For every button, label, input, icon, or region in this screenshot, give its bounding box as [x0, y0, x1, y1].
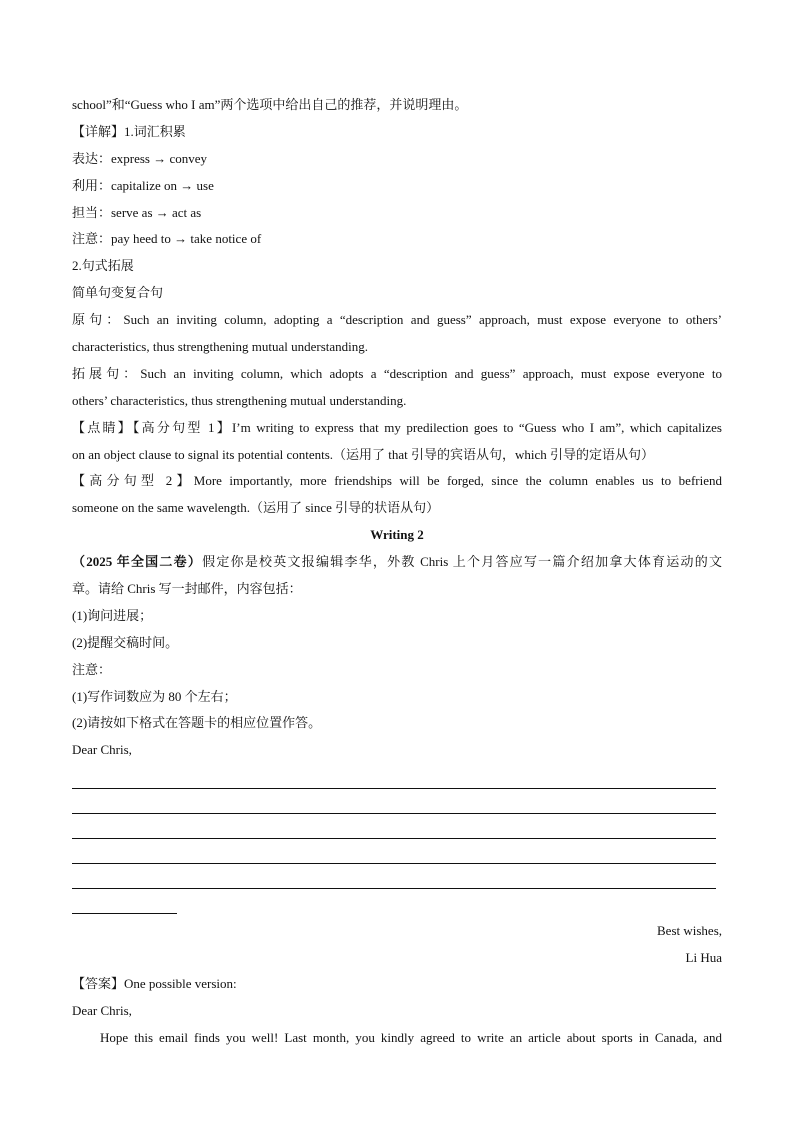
text-line: 担当：serve as → act as: [72, 204, 202, 220]
answer-label: 【答案】One possible version:: [72, 976, 237, 992]
answer-blank-short-line: [72, 889, 177, 914]
text-line: 利用：capitalize on → use: [72, 177, 214, 193]
answer-blank-line: [72, 764, 716, 789]
text-line: 注意：pay heed to → take notice of: [72, 231, 262, 247]
source-label: （2025 年全国二卷）: [72, 554, 203, 570]
note-item: (2)请按如下格式在答题卡的相应位置作答。: [72, 715, 322, 731]
answer-greeting: Dear Chris,: [72, 1003, 132, 1019]
section-title: Writing 2: [370, 527, 424, 543]
text-line: 简单句变复合句: [72, 285, 164, 301]
text-line: 原句：Such an inviting column, adopting a “description and guess” approach, must expose everyone to others’: [72, 312, 722, 328]
document-page: [72, 92, 722, 1052]
text-line: 拓展句：Such an inviting column, which adopts a “description and guess” approach, must expose everyone to: [72, 365, 722, 381]
answer-blank-line: [72, 789, 716, 814]
text-line: characteristics, thus strengthening mutual understanding.: [72, 339, 369, 355]
letter-greeting: Dear Chris,: [72, 742, 132, 758]
answer-blank-line: [72, 839, 716, 864]
text-line: 【点睛】【高分句型 1】I’m writing to express that my predilection goes to “Guess who I am”, which capitalizes: [72, 419, 722, 435]
text-line: 【高分句型 2】More importantly, more friendships will be forged, since the column enables us to befriend: [72, 473, 722, 489]
note-item: (1)写作词数应为 80 个左右；: [72, 688, 237, 704]
prompt-item: (1)询问进展；: [72, 607, 153, 623]
answer-blank-line: [72, 864, 716, 889]
text-line: someone on the same wavelength.（运用了 since 引导的状语从句）: [72, 500, 440, 516]
letter-closing: Best wishes,: [657, 922, 722, 938]
prompt-item: (2)提醒交稿时间。: [72, 634, 179, 650]
letter-signature: Li Hua: [685, 949, 722, 965]
prompt-text: 假定你是校英文报编辑李华，外教 Chris 上个月答应写一篇介绍加拿大体育运动的文: [202, 554, 722, 570]
prompt-line: 章。请给 Chris 写一封邮件，内容包括：: [72, 581, 302, 597]
text-line: on an object clause to signal its potential contents.（运用了 that 引导的宾语从句，which 引导的定语从句）: [72, 446, 655, 462]
answer-paragraph: Hope this email finds you well! Last month, you kindly agreed to write an article about sports in Canada, and: [100, 1030, 722, 1046]
answer-blank-line: [72, 814, 716, 839]
text-line: school”和“Guess who I am”两个选项中给出自己的推荐，并说明理由。: [72, 97, 468, 112]
text-line: 【详解】1.词汇积累: [72, 123, 186, 139]
text-line: 表达：express → convey: [72, 150, 208, 166]
text-line: others’ characteristics, thus strengthening mutual understanding.: [72, 392, 407, 408]
prompt-line: [72, 549, 722, 576]
note-label: 注意：: [72, 661, 112, 677]
text-line: 2.句式拓展: [72, 258, 134, 274]
